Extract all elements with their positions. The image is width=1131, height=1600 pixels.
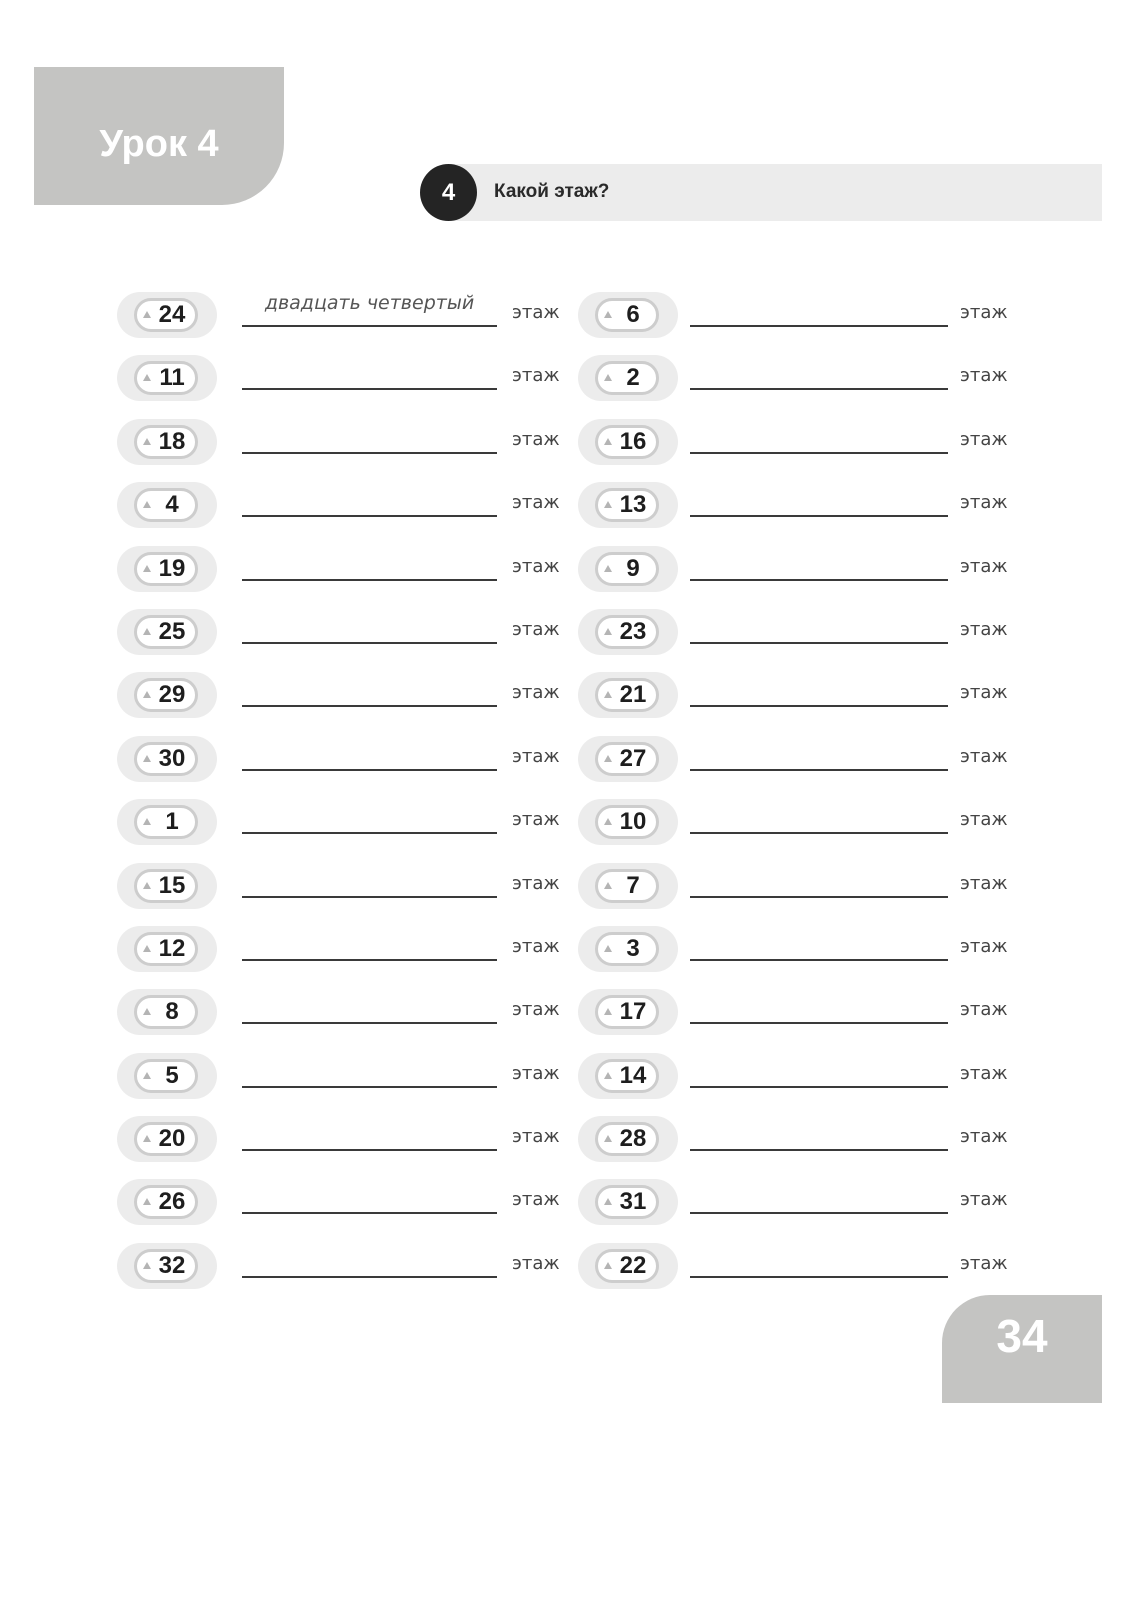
answer-line[interactable] <box>242 642 497 644</box>
answer-line[interactable] <box>242 452 497 454</box>
elevator-button <box>578 1053 678 1099</box>
floor-number: 15 <box>158 871 186 899</box>
floor-word: этаж <box>960 1062 1008 1084</box>
exercise-row <box>0 736 1131 799</box>
answer-line[interactable] <box>690 325 948 327</box>
floor-word: этаж <box>960 745 1008 767</box>
floor-number: 2 <box>626 364 640 392</box>
floor-word: этаж <box>512 1252 560 1274</box>
exercise-row <box>0 1116 1131 1179</box>
answer-line[interactable] <box>242 959 497 961</box>
floor-word: этаж <box>960 872 1008 894</box>
elevator-button <box>117 1116 217 1162</box>
floor-word: этаж <box>512 302 560 323</box>
exercise-row <box>0 546 1131 609</box>
elevator-button-face <box>595 932 659 966</box>
elevator-button <box>578 482 678 528</box>
elevator-button-face <box>595 1185 659 1219</box>
elevator-button <box>578 355 678 401</box>
answer-line[interactable] <box>242 1212 497 1214</box>
elevator-button-face <box>595 488 659 522</box>
answer-line[interactable] <box>242 832 497 834</box>
elevator-button-face <box>134 678 198 712</box>
elevator-button <box>578 926 678 972</box>
answer-line[interactable] <box>242 1276 497 1278</box>
elevator-button <box>117 1243 217 1289</box>
answer-line[interactable] <box>690 1149 948 1151</box>
exercise-row <box>0 799 1131 862</box>
elevator-button-face <box>134 1185 198 1219</box>
elevator-button-face <box>134 1249 198 1283</box>
elevator-button <box>578 1179 678 1225</box>
elevator-button <box>578 1243 678 1289</box>
lesson-tab <box>34 67 284 205</box>
exercise-rows <box>0 292 1131 1306</box>
elevator-button-face <box>595 869 659 903</box>
exercise-row <box>0 989 1131 1052</box>
floor-word: этаж <box>960 935 1008 957</box>
floor-number: 18 <box>158 427 186 455</box>
answer-line[interactable] <box>690 579 948 581</box>
exercise-row <box>0 1179 1131 1242</box>
elevator-button-face <box>134 298 198 332</box>
elevator-button-face <box>134 805 198 839</box>
floor-number: 16 <box>619 427 647 455</box>
elevator-button <box>117 546 217 592</box>
floor-word: этаж <box>960 555 1008 577</box>
floor-word: этаж <box>512 555 560 577</box>
floor-word: этаж <box>960 428 1008 450</box>
exercise-row <box>0 482 1131 545</box>
floor-number: 21 <box>619 681 647 709</box>
answer-line[interactable] <box>242 388 497 390</box>
elevator-button <box>578 292 678 338</box>
elevator-button-face <box>595 1122 659 1156</box>
floor-word: этаж <box>512 618 560 640</box>
floor-number: 31 <box>619 1188 647 1216</box>
elevator-button-face <box>134 1122 198 1156</box>
floor-number: 20 <box>158 1125 186 1153</box>
elevator-button-face <box>595 805 659 839</box>
elevator-button-face <box>134 995 198 1029</box>
answer-line[interactable] <box>242 515 497 517</box>
answer-line[interactable] <box>690 452 948 454</box>
exercise-row <box>0 863 1131 926</box>
elevator-button-face <box>134 552 198 586</box>
floor-word: этаж <box>960 1189 1008 1211</box>
floor-word: этаж <box>512 1062 560 1084</box>
elevator-button-face <box>595 1059 659 1093</box>
elevator-button-face <box>595 425 659 459</box>
floor-number: 22 <box>619 1251 647 1279</box>
floor-word: этаж <box>960 999 1008 1021</box>
exercise-row <box>0 609 1131 672</box>
floor-word: этаж <box>960 492 1008 514</box>
answer-line[interactable] <box>242 1086 497 1088</box>
exercise-row <box>0 419 1131 482</box>
elevator-button-face <box>134 1059 198 1093</box>
exercise-row <box>0 1053 1131 1116</box>
example-answer: двадцать четвертый <box>264 292 475 314</box>
elevator-button <box>117 482 217 528</box>
elevator-button <box>117 1179 217 1225</box>
floor-number: 13 <box>619 491 647 519</box>
floor-number: 30 <box>158 744 186 772</box>
answer-line[interactable] <box>690 896 948 898</box>
floor-word: этаж <box>512 935 560 957</box>
elevator-button <box>578 546 678 592</box>
floor-word: этаж <box>960 618 1008 640</box>
elevator-button <box>578 672 678 718</box>
elevator-button <box>117 863 217 909</box>
floor-word: этаж <box>512 1126 560 1148</box>
elevator-button-face <box>595 1249 659 1283</box>
answer-line[interactable] <box>690 959 948 961</box>
elevator-button-face <box>595 678 659 712</box>
answer-line[interactable] <box>690 1212 948 1214</box>
answer-line[interactable] <box>242 579 497 581</box>
floor-word: этаж <box>512 682 560 704</box>
elevator-button <box>117 672 217 718</box>
elevator-button <box>578 1116 678 1162</box>
elevator-button <box>117 609 217 655</box>
floor-word: этаж <box>960 809 1008 831</box>
floor-word: этаж <box>960 1252 1008 1274</box>
elevator-button-face <box>595 615 659 649</box>
elevator-button-face <box>134 361 198 395</box>
floor-number: 25 <box>158 617 186 645</box>
floor-word: этаж <box>512 745 560 767</box>
elevator-button-face <box>595 995 659 1029</box>
exercise-row <box>0 1243 1131 1306</box>
answer-line[interactable] <box>242 769 497 771</box>
answer-line[interactable] <box>690 769 948 771</box>
floor-word: этаж <box>512 809 560 831</box>
elevator-button <box>117 292 217 338</box>
floor-number: 29 <box>158 681 186 709</box>
elevator-button <box>578 799 678 845</box>
elevator-button <box>578 609 678 655</box>
elevator-button-face <box>595 552 659 586</box>
floor-number: 6 <box>626 301 640 328</box>
page-number-tab <box>942 1295 1102 1403</box>
floor-number: 14 <box>619 1061 647 1089</box>
answer-line[interactable] <box>690 515 948 517</box>
floor-number: 26 <box>158 1188 186 1216</box>
elevator-button-face <box>134 742 198 776</box>
floor-number: 12 <box>158 934 186 962</box>
floor-number: 9 <box>626 554 640 582</box>
floor-number: 27 <box>619 744 647 772</box>
elevator-button-face <box>595 361 659 395</box>
floor-number: 10 <box>619 808 647 836</box>
lesson-title: Урок 4 <box>99 123 219 165</box>
elevator-button <box>578 989 678 1035</box>
floor-word: этаж <box>960 302 1008 323</box>
answer-line[interactable] <box>690 832 948 834</box>
elevator-button-face <box>134 615 198 649</box>
exercise-row <box>0 926 1131 989</box>
floor-word: этаж <box>512 1189 560 1211</box>
floor-number: 7 <box>626 871 640 899</box>
floor-word: этаж <box>960 682 1008 704</box>
floor-number: 4 <box>165 491 179 519</box>
floor-number: 8 <box>165 998 179 1026</box>
exercise-row <box>0 355 1131 418</box>
page-number: 34 <box>996 1310 1048 1362</box>
elevator-button <box>117 1053 217 1099</box>
elevator-button-face <box>134 932 198 966</box>
task-number-badge: 4 <box>420 164 477 221</box>
answer-line[interactable] <box>242 1149 497 1151</box>
floor-number: 3 <box>626 934 640 962</box>
elevator-button <box>578 736 678 782</box>
floor-number: 17 <box>619 998 647 1026</box>
elevator-button-face <box>595 298 659 332</box>
floor-number: 32 <box>158 1251 186 1279</box>
answer-line[interactable] <box>242 1022 497 1024</box>
elevator-button <box>578 863 678 909</box>
answer-line[interactable] <box>690 1022 948 1024</box>
floor-word: этаж <box>512 492 560 514</box>
floor-number: 19 <box>158 554 186 582</box>
floor-word: этаж <box>512 872 560 894</box>
elevator-button <box>117 736 217 782</box>
answer-line[interactable] <box>690 388 948 390</box>
floor-number: 28 <box>619 1125 647 1153</box>
floor-word: этаж <box>960 365 1008 387</box>
elevator-button <box>117 799 217 845</box>
elevator-button-face <box>134 425 198 459</box>
floor-number: 24 <box>158 301 186 328</box>
elevator-button <box>117 989 217 1035</box>
answer-line[interactable] <box>242 325 497 327</box>
answer-line[interactable] <box>242 705 497 707</box>
answer-line[interactable] <box>242 896 497 898</box>
answer-line[interactable] <box>690 642 948 644</box>
task-title: Какой этаж? <box>494 181 610 202</box>
exercise-row <box>0 672 1131 735</box>
elevator-button <box>117 926 217 972</box>
floor-word: этаж <box>960 1126 1008 1148</box>
elevator-button <box>578 419 678 465</box>
elevator-button-face <box>134 488 198 522</box>
elevator-button-face <box>595 742 659 776</box>
floor-word: этаж <box>512 428 560 450</box>
exercise-row <box>0 292 1131 355</box>
elevator-button-face <box>134 869 198 903</box>
floor-number: 5 <box>165 1061 179 1089</box>
answer-line[interactable] <box>690 1276 948 1278</box>
answer-line[interactable] <box>690 1086 948 1088</box>
answer-line[interactable] <box>690 705 948 707</box>
floor-number: 1 <box>165 808 179 836</box>
elevator-button <box>117 419 217 465</box>
elevator-button <box>117 355 217 401</box>
floor-word: этаж <box>512 999 560 1021</box>
floor-number: 11 <box>159 364 185 392</box>
floor-number: 23 <box>619 617 647 645</box>
floor-word: этаж <box>512 365 560 387</box>
